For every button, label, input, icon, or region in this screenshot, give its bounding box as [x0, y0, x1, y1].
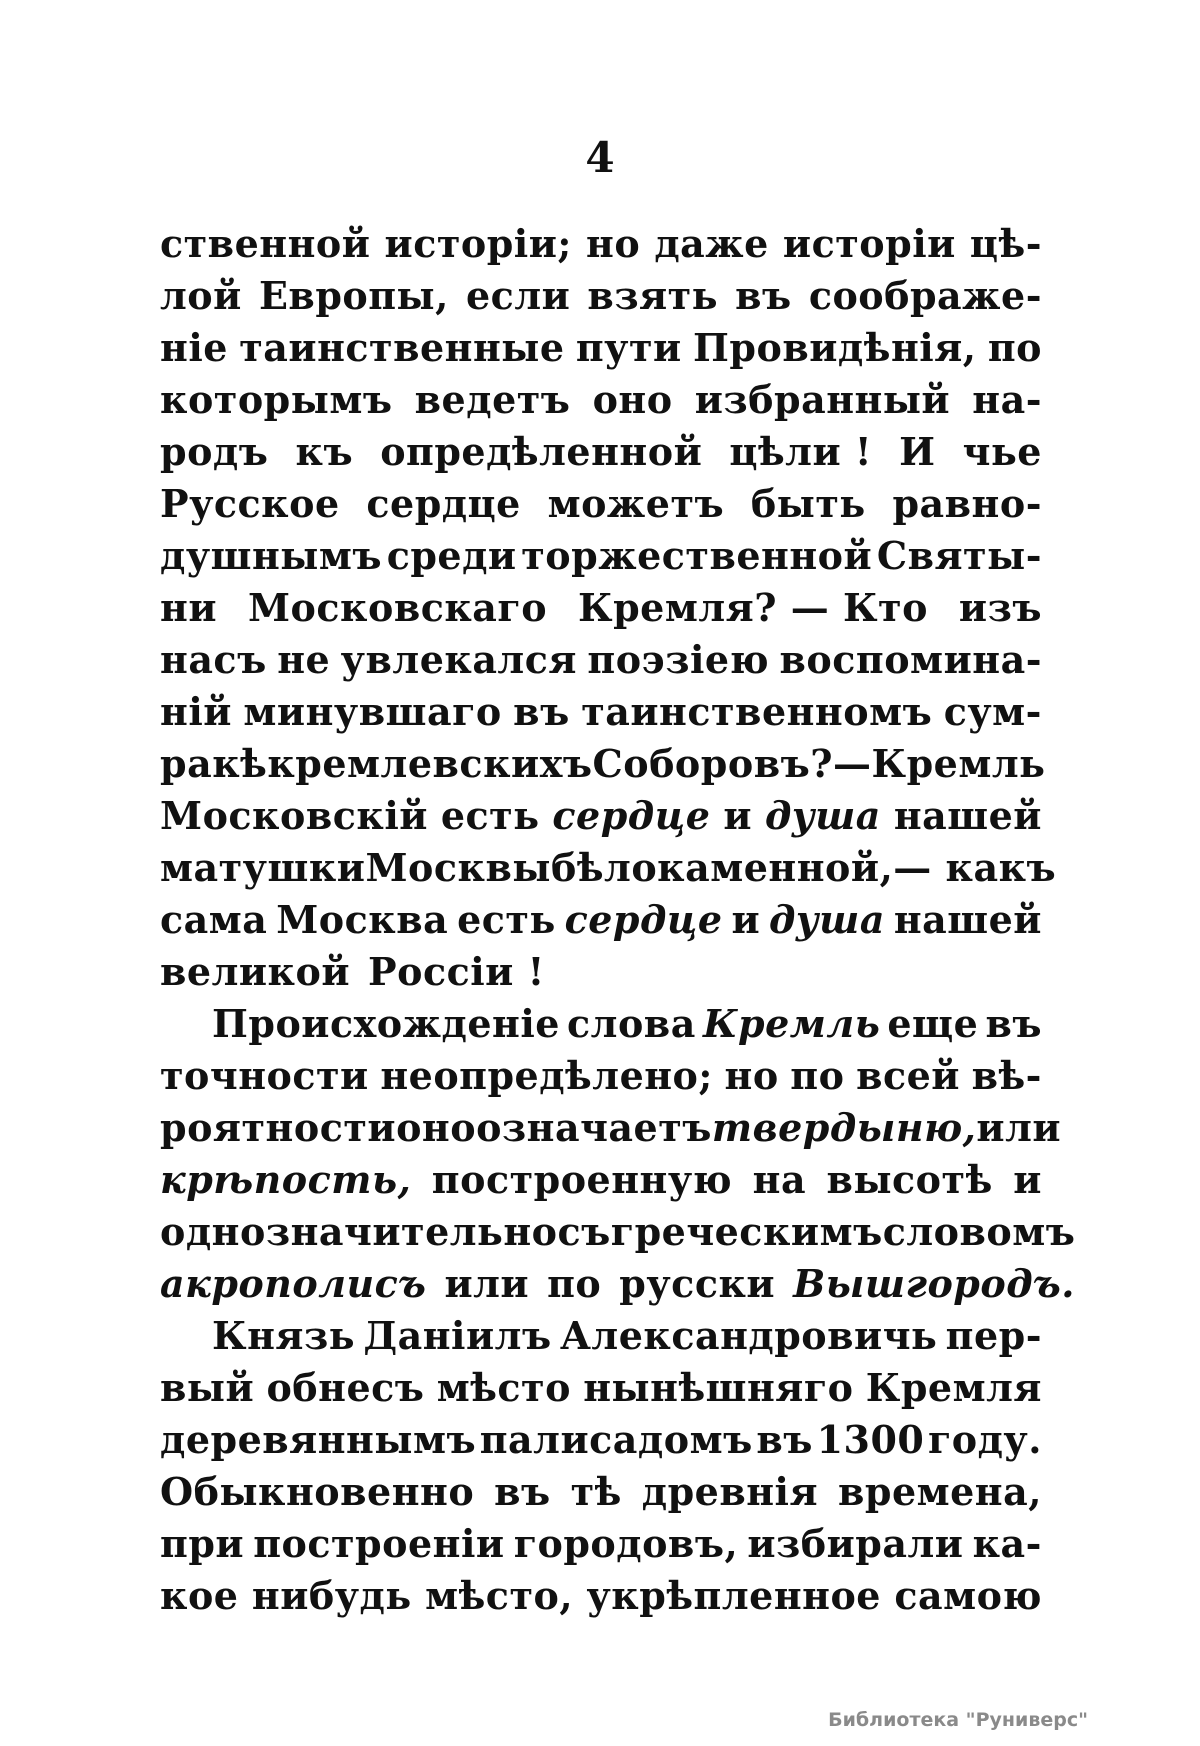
- word: деревяннымъ: [160, 1417, 477, 1462]
- word: великой: [160, 949, 351, 994]
- italic-word: Вышгородъ.: [793, 1261, 1076, 1306]
- text-line: [160, 1102, 1062, 1154]
- word: древнія: [641, 1469, 819, 1514]
- page-number: 4: [585, 133, 615, 182]
- word: въ: [756, 1417, 813, 1462]
- word: чье: [962, 429, 1042, 474]
- word: укрѣпленное: [586, 1573, 881, 1618]
- word: палисадомъ: [479, 1417, 753, 1462]
- word: ка-: [972, 1521, 1042, 1566]
- word: которымъ: [160, 377, 393, 422]
- word: вѣ-: [971, 1053, 1042, 1098]
- word: кремлевскихъ: [267, 741, 593, 786]
- body-text: [160, 218, 1076, 1622]
- word: обнесъ: [266, 1365, 425, 1410]
- word: изъ: [958, 585, 1042, 630]
- word: въ: [735, 273, 792, 318]
- word: ніе: [160, 325, 228, 370]
- italic-word: акрополисъ: [160, 1261, 427, 1306]
- word: построеніи: [253, 1521, 505, 1566]
- word: точности: [160, 1053, 369, 1098]
- text-line: [160, 1414, 1042, 1466]
- word: на: [752, 1157, 807, 1202]
- word: по: [547, 1261, 602, 1306]
- word: таинственномъ: [581, 689, 933, 734]
- word: даже: [654, 221, 769, 266]
- word: городовъ,: [513, 1521, 739, 1566]
- word: цѣли !: [729, 429, 873, 474]
- text-line: [160, 530, 1042, 582]
- word: къ: [295, 429, 354, 474]
- word: Московскій: [160, 793, 428, 838]
- word: Святы-: [876, 533, 1042, 578]
- text-line: [160, 894, 1042, 946]
- text-line: [160, 686, 1042, 738]
- word: сердце: [366, 481, 521, 526]
- word: Россіи !: [368, 949, 545, 994]
- word: сама: [160, 897, 268, 942]
- word: среди: [386, 533, 517, 578]
- text-line: [160, 218, 1042, 270]
- word: Москвы: [365, 845, 551, 890]
- word: съ: [557, 1209, 611, 1254]
- italic-word: крѣпость,: [160, 1157, 412, 1202]
- word: сум-: [943, 689, 1042, 734]
- word: мѣсто,: [425, 1573, 574, 1618]
- word: при: [160, 1521, 245, 1566]
- word: тѣ: [570, 1469, 622, 1514]
- word: нашей: [893, 897, 1042, 942]
- word: избранный: [694, 377, 951, 422]
- word: въ: [494, 1469, 551, 1514]
- text-line: [160, 1518, 1042, 1570]
- text-line: [160, 1050, 1042, 1102]
- word: Кремля: [865, 1365, 1042, 1410]
- word: Князь: [212, 1313, 355, 1358]
- italic-word: твердыню,: [711, 1105, 977, 1150]
- word: матушки: [160, 845, 366, 890]
- word: и: [1013, 1157, 1042, 1202]
- word: Провидѣнія,: [693, 325, 977, 370]
- word: минувшаго: [243, 689, 502, 734]
- word: ведетъ: [414, 377, 571, 422]
- word: Москва: [276, 897, 449, 942]
- word: и: [731, 897, 761, 942]
- text-line: [160, 1206, 1076, 1258]
- word: Европы,: [258, 273, 449, 318]
- word: цѣ-: [969, 221, 1042, 266]
- word: ственной: [160, 221, 371, 266]
- word: или: [444, 1261, 530, 1306]
- word: вый: [160, 1365, 255, 1410]
- word: въ: [985, 1001, 1042, 1046]
- word: самою: [894, 1573, 1042, 1618]
- word: избирали: [747, 1521, 964, 1566]
- word: однозначительно: [160, 1209, 558, 1254]
- word: душнымъ: [160, 533, 383, 578]
- word: кое: [160, 1573, 239, 1618]
- word: исторіи;: [384, 221, 572, 266]
- text-line: [160, 582, 1042, 634]
- word: таинственные: [239, 325, 565, 370]
- word: И: [899, 429, 936, 474]
- text-line: [160, 634, 1042, 686]
- word: высотѣ: [826, 1157, 993, 1202]
- word: взять: [587, 273, 718, 318]
- word: Соборовъ?—Кремль: [592, 741, 1046, 786]
- italic-word: душа: [764, 793, 881, 838]
- word: времена,: [837, 1469, 1042, 1514]
- word: Александровичь: [559, 1313, 938, 1358]
- word: по: [790, 1053, 845, 1098]
- text-line: [160, 790, 1042, 842]
- word: роятности: [160, 1105, 397, 1150]
- word: году.: [927, 1417, 1042, 1462]
- text-line: [160, 1362, 1042, 1414]
- word: 1300: [816, 1417, 925, 1462]
- word: или: [976, 1105, 1062, 1150]
- word: нынѣшняго: [583, 1365, 854, 1410]
- word: нашей: [893, 793, 1042, 838]
- word: есть: [457, 897, 556, 942]
- word: равно-: [892, 481, 1042, 526]
- italic-word: сердце: [564, 897, 723, 942]
- word: ній: [160, 689, 232, 734]
- word: и: [723, 793, 753, 838]
- word: мѣсто: [436, 1365, 571, 1410]
- word: насъ: [160, 637, 267, 682]
- word: но: [586, 221, 641, 266]
- word: ракѣ: [160, 741, 268, 786]
- italic-word: Кремль: [702, 1001, 881, 1046]
- word: воспомина-: [779, 637, 1042, 682]
- text-line: [160, 1570, 1042, 1622]
- text-line: [160, 842, 1057, 894]
- word: пути: [575, 325, 682, 370]
- word: греческимъ: [610, 1209, 883, 1254]
- word: на-: [972, 377, 1042, 422]
- word: пер-: [945, 1313, 1042, 1358]
- word: неопредѣлено;: [380, 1053, 713, 1098]
- word: лой: [160, 273, 242, 318]
- word: Кремля? — Кто: [578, 585, 928, 630]
- word: поэзіею: [587, 637, 770, 682]
- word: еще: [887, 1001, 979, 1046]
- text-line: [160, 738, 1046, 790]
- word: русски: [619, 1261, 776, 1306]
- word: бѣлокаменной,— какъ: [550, 845, 1057, 890]
- library-watermark: Библиотека "Руниверс": [828, 1709, 1088, 1731]
- word: всей: [856, 1053, 960, 1098]
- word: торжественной: [521, 533, 873, 578]
- word: въ: [513, 689, 570, 734]
- word: нибудь: [251, 1573, 412, 1618]
- text-line: [160, 322, 1042, 374]
- word: Даніилъ: [363, 1313, 552, 1358]
- text-line: [160, 374, 1042, 426]
- word: построенную: [431, 1157, 733, 1202]
- italic-word: сердце: [552, 793, 711, 838]
- word: исторіи: [782, 221, 956, 266]
- word: соображе-: [808, 273, 1042, 318]
- word: быть: [750, 481, 866, 526]
- word: оно: [396, 1105, 477, 1150]
- word: увлекался: [340, 637, 577, 682]
- word: не: [277, 637, 331, 682]
- word: можетъ: [547, 481, 725, 526]
- word: но: [724, 1053, 779, 1098]
- text-line: [160, 1466, 1042, 1518]
- text-line: [160, 998, 1042, 1050]
- word: опредѣленной: [380, 429, 703, 474]
- word: родъ: [160, 429, 269, 474]
- word: Обыкновенно: [160, 1469, 475, 1514]
- word: ни: [160, 585, 217, 630]
- word: словомъ: [882, 1209, 1076, 1254]
- text-line: [160, 478, 1042, 530]
- text-line: [160, 1154, 1042, 1206]
- word: означаетъ: [476, 1105, 712, 1150]
- word: есть: [440, 793, 540, 838]
- text-line: [160, 1310, 1042, 1362]
- word: оно: [592, 377, 673, 422]
- text-line: [160, 426, 1042, 478]
- word: по: [987, 325, 1042, 370]
- word: если: [466, 273, 571, 318]
- word: Русское: [160, 481, 340, 526]
- word: Происхожденіе: [212, 1001, 560, 1046]
- text-line: [160, 270, 1042, 322]
- word: слова: [567, 1001, 696, 1046]
- italic-word: душа: [768, 897, 885, 942]
- word: Московскаго: [247, 585, 548, 630]
- text-line: [160, 1258, 1076, 1310]
- text-line: [160, 946, 1042, 998]
